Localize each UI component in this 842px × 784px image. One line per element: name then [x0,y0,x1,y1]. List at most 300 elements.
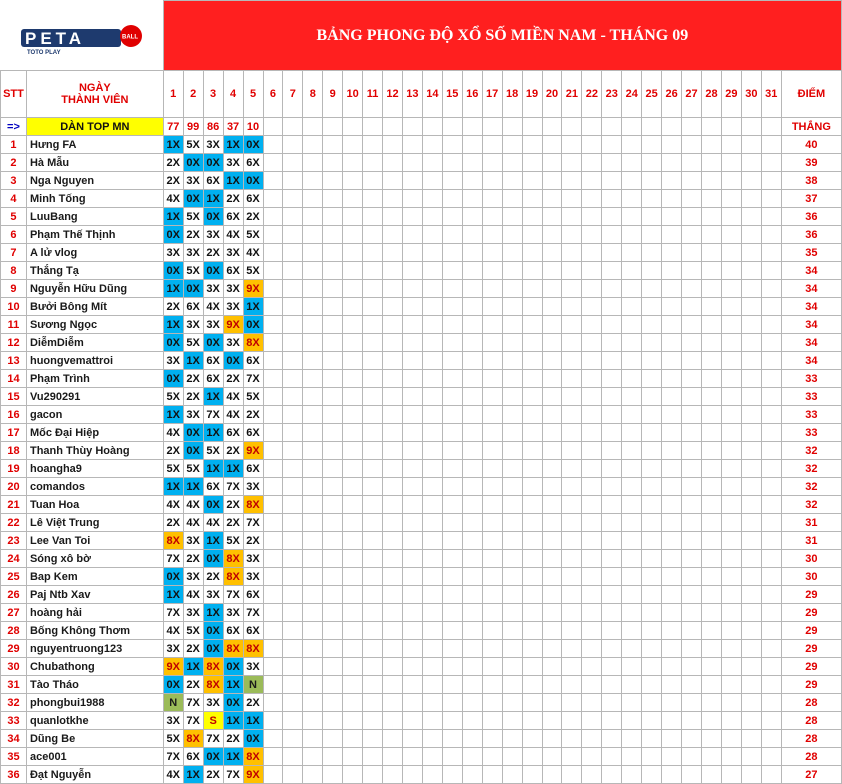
day-cell-1: 0X [163,568,183,586]
header-day-22: 22 [582,71,602,118]
day-cell-18 [502,244,522,262]
day-cell-25 [642,586,662,604]
day-cell-29 [721,748,741,766]
day-cell-22 [582,568,602,586]
day-cell-27 [682,298,702,316]
day-cell-21 [562,568,582,586]
day-cell-25 [642,748,662,766]
row-stt: 23 [1,532,27,550]
day-cell-7 [283,640,303,658]
day-cell-13 [402,136,422,154]
day-cell-10 [343,226,363,244]
day-cell-13 [402,586,422,604]
day-cell-7 [283,694,303,712]
day-cell-17 [482,406,502,424]
day-cell-14 [422,532,442,550]
day-cell-16 [462,496,482,514]
day-cell-7 [283,460,303,478]
day-cell-30 [741,406,761,424]
day-cell-29 [721,226,741,244]
day-cell-14 [422,334,442,352]
day-cell-26 [662,604,682,622]
day-cell-13 [402,406,422,424]
day-cell-12 [383,604,403,622]
day-cell-26 [662,280,682,298]
day-cell-13 [402,550,422,568]
day-cell-27 [682,586,702,604]
day-cell-25 [642,694,662,712]
day-cell-6 [263,424,283,442]
day-cell-22 [582,496,602,514]
day-cell-18 [502,154,522,172]
day-cell-3: 1X [203,190,223,208]
table-row [1,658,842,676]
day-cell-6 [263,244,283,262]
day-cell-25 [642,388,662,406]
day-cell-22 [582,244,602,262]
day-cell-18 [502,280,522,298]
day-cell-10 [343,766,363,784]
day-cell-26 [662,244,682,262]
member-name: hoangha9 [26,460,163,478]
day-cell-2: 2X [183,550,203,568]
day-cell-1: 2X [163,514,183,532]
day-cell-15 [442,604,462,622]
day-cell-27 [682,532,702,550]
day-cell-5: 1X [243,298,263,316]
member-points: 32 [781,478,841,496]
day-cell-17 [482,226,502,244]
day-cell-3: 1X [203,604,223,622]
day-cell-8 [303,226,323,244]
day-cell-25 [642,280,662,298]
day-cell-17 [482,244,502,262]
day-cell-30 [741,136,761,154]
day-cell-22 [582,262,602,280]
day-cell-20 [542,676,562,694]
day-cell-9 [323,730,343,748]
day-cell-30 [741,712,761,730]
day-cell-13 [402,658,422,676]
day-cell-3: 2X [203,766,223,784]
day-cell-22 [582,172,602,190]
day-cell-21 [562,226,582,244]
day-cell-19 [522,208,542,226]
day-cell-30 [741,730,761,748]
day-cell-30 [741,514,761,532]
day-cell-8 [303,388,323,406]
day-cell-12 [383,334,403,352]
day-cell-7 [283,208,303,226]
top-value-14 [422,118,442,136]
day-cell-21 [562,460,582,478]
day-cell-24 [622,460,642,478]
day-cell-9 [323,748,343,766]
row-stt: 2 [1,154,27,172]
day-cell-4: 9X [223,316,243,334]
day-cell-4: 7X [223,766,243,784]
header-day-19: 19 [522,71,542,118]
day-cell-7 [283,262,303,280]
day-cell-26 [662,622,682,640]
day-cell-6 [263,226,283,244]
day-cell-4: 0X [223,694,243,712]
day-cell-31 [761,280,781,298]
top-row [1,118,842,136]
day-cell-4: 3X [223,280,243,298]
day-cell-22 [582,316,602,334]
day-cell-1: 2X [163,154,183,172]
table-row [1,244,842,262]
day-cell-23 [602,568,622,586]
day-cell-28 [702,640,722,658]
day-cell-31 [761,676,781,694]
day-cell-27 [682,478,702,496]
day-cell-7 [283,244,303,262]
day-cell-4: 2X [223,442,243,460]
day-cell-27 [682,370,702,388]
day-cell-25 [642,352,662,370]
day-cell-21 [562,766,582,784]
day-cell-22 [582,640,602,658]
day-cell-22 [582,460,602,478]
day-cell-7 [283,280,303,298]
day-cell-18 [502,262,522,280]
day-cell-3: 3X [203,226,223,244]
day-cell-2: 0X [183,424,203,442]
day-cell-20 [542,190,562,208]
top-value-9 [323,118,343,136]
table-row [1,748,842,766]
day-cell-12 [383,316,403,334]
day-cell-14 [422,298,442,316]
day-cell-6 [263,352,283,370]
day-cell-23 [602,730,622,748]
day-cell-31 [761,496,781,514]
day-cell-19 [522,514,542,532]
day-cell-11 [363,226,383,244]
day-cell-23 [602,208,622,226]
row-stt: 16 [1,406,27,424]
day-cell-8 [303,208,323,226]
top-result: THẮNG [781,118,841,136]
day-cell-6 [263,172,283,190]
day-cell-3: 0X [203,154,223,172]
day-cell-19 [522,154,542,172]
day-cell-9 [323,316,343,334]
day-cell-1: 0X [163,676,183,694]
day-cell-16 [462,370,482,388]
day-cell-1: 0X [163,334,183,352]
member-points: 34 [781,262,841,280]
day-cell-3: S [203,712,223,730]
day-cell-18 [502,532,522,550]
day-cell-20 [542,730,562,748]
day-cell-19 [522,478,542,496]
top-value-19 [522,118,542,136]
day-cell-6 [263,622,283,640]
table-row [1,262,842,280]
day-cell-18 [502,622,522,640]
day-cell-6 [263,586,283,604]
header-ngay: NGÀY [78,82,111,94]
day-cell-3: 6X [203,172,223,190]
day-cell-12 [383,712,403,730]
day-cell-22 [582,550,602,568]
day-cell-30 [741,496,761,514]
day-cell-8 [303,658,323,676]
day-cell-6 [263,370,283,388]
member-points: 34 [781,334,841,352]
day-cell-15 [442,496,462,514]
day-cell-10 [343,640,363,658]
day-cell-28 [702,370,722,388]
day-cell-5: 2X [243,208,263,226]
day-cell-19 [522,766,542,784]
day-cell-20 [542,352,562,370]
day-cell-6 [263,136,283,154]
day-cell-23 [602,766,622,784]
day-cell-31 [761,730,781,748]
day-cell-14 [422,136,442,154]
day-cell-28 [702,226,722,244]
day-cell-14 [422,316,442,334]
day-cell-8 [303,190,323,208]
day-cell-26 [662,676,682,694]
day-cell-12 [383,280,403,298]
day-cell-10 [343,280,363,298]
day-cell-31 [761,694,781,712]
day-cell-14 [422,208,442,226]
member-points: 32 [781,496,841,514]
day-cell-6 [263,532,283,550]
day-cell-5: 6X [243,424,263,442]
day-cell-24 [622,172,642,190]
day-cell-25 [642,406,662,424]
table-row [1,334,842,352]
day-cell-30 [741,388,761,406]
day-cell-17 [482,424,502,442]
day-cell-13 [402,370,422,388]
day-cell-13 [402,478,422,496]
day-cell-5: 7X [243,604,263,622]
day-cell-8 [303,532,323,550]
member-name: Tuan Hoa [26,496,163,514]
day-cell-13 [402,460,422,478]
day-cell-31 [761,478,781,496]
day-cell-28 [702,658,722,676]
table-row [1,280,842,298]
day-cell-11 [363,442,383,460]
day-cell-28 [702,316,722,334]
day-cell-22 [582,622,602,640]
day-cell-4: 6X [223,262,243,280]
day-cell-3: 7X [203,730,223,748]
day-cell-14 [422,694,442,712]
member-points: 30 [781,568,841,586]
day-cell-26 [662,298,682,316]
day-cell-18 [502,496,522,514]
day-cell-26 [662,370,682,388]
day-cell-23 [602,406,622,424]
day-cell-9 [323,244,343,262]
top-value-28 [702,118,722,136]
day-cell-25 [642,316,662,334]
member-points: 33 [781,406,841,424]
day-cell-6 [263,190,283,208]
member-points: 36 [781,226,841,244]
day-cell-21 [562,694,582,712]
table-row [1,676,842,694]
day-cell-23 [602,298,622,316]
day-cell-30 [741,658,761,676]
day-cell-1: 7X [163,550,183,568]
day-cell-12 [383,694,403,712]
day-cell-27 [682,334,702,352]
top-label: DÀN TOP MN [26,118,163,136]
day-cell-2: 1X [183,766,203,784]
day-cell-1: 3X [163,712,183,730]
day-cell-19 [522,244,542,262]
row-stt: 5 [1,208,27,226]
day-cell-12 [383,550,403,568]
day-cell-16 [462,190,482,208]
day-cell-11 [363,748,383,766]
day-cell-24 [622,406,642,424]
day-cell-10 [343,442,363,460]
day-cell-24 [622,604,642,622]
day-cell-25 [642,460,662,478]
day-cell-9 [323,136,343,154]
member-points: 40 [781,136,841,154]
day-cell-5: 2X [243,406,263,424]
day-cell-13 [402,244,422,262]
top-value-17 [482,118,502,136]
member-points: 28 [781,712,841,730]
day-cell-9 [323,658,343,676]
day-cell-10 [343,550,363,568]
day-cell-6 [263,334,283,352]
day-cell-9 [323,622,343,640]
day-cell-19 [522,136,542,154]
day-cell-23 [602,226,622,244]
header-day-28: 28 [702,71,722,118]
day-cell-23 [602,388,622,406]
day-cell-15 [442,694,462,712]
day-cell-24 [622,298,642,316]
day-cell-30 [741,550,761,568]
header-day-24: 24 [622,71,642,118]
day-cell-13 [402,496,422,514]
day-cell-13 [402,622,422,640]
day-cell-10 [343,262,363,280]
day-cell-24 [622,730,642,748]
day-cell-13 [402,424,422,442]
day-cell-9 [323,586,343,604]
day-cell-13 [402,388,422,406]
day-cell-20 [542,208,562,226]
day-cell-17 [482,568,502,586]
day-cell-2: 3X [183,568,203,586]
day-cell-29 [721,262,741,280]
day-cell-5: 3X [243,478,263,496]
day-cell-19 [522,550,542,568]
table-row [1,460,842,478]
day-cell-21 [562,244,582,262]
member-name: Phạm Thế Thịnh [26,226,163,244]
day-cell-28 [702,244,722,262]
day-cell-26 [662,640,682,658]
member-points: 28 [781,730,841,748]
day-cell-26 [662,496,682,514]
day-cell-24 [622,532,642,550]
day-cell-19 [522,442,542,460]
day-cell-29 [721,604,741,622]
member-name: LuuBang [26,208,163,226]
member-name: Mốc Đại Hiệp [26,424,163,442]
day-cell-22 [582,298,602,316]
member-name: Bap Kem [26,568,163,586]
day-cell-30 [741,208,761,226]
day-cell-19 [522,658,542,676]
day-cell-16 [462,568,482,586]
day-cell-27 [682,550,702,568]
day-cell-3: 0X [203,748,223,766]
day-cell-14 [422,406,442,424]
day-cell-30 [741,604,761,622]
day-cell-30 [741,424,761,442]
day-cell-3: 7X [203,406,223,424]
day-cell-24 [622,424,642,442]
day-cell-20 [542,244,562,262]
day-cell-8 [303,712,323,730]
day-cell-15 [442,730,462,748]
day-cell-24 [622,568,642,586]
day-cell-2: 5X [183,622,203,640]
day-cell-3: 8X [203,676,223,694]
day-cell-3: 6X [203,370,223,388]
member-name: hoàng hải [26,604,163,622]
day-cell-1: 3X [163,640,183,658]
day-cell-7 [283,550,303,568]
top-value-6 [263,118,283,136]
day-cell-7 [283,676,303,694]
day-cell-28 [702,694,722,712]
day-cell-5: 9X [243,442,263,460]
day-cell-14 [422,226,442,244]
header-day-21: 21 [562,71,582,118]
day-cell-8 [303,352,323,370]
day-cell-25 [642,334,662,352]
day-cell-7 [283,388,303,406]
member-points: 29 [781,658,841,676]
day-cell-29 [721,244,741,262]
table-row [1,370,842,388]
day-cell-9 [323,442,343,460]
day-cell-12 [383,190,403,208]
day-cell-15 [442,352,462,370]
day-cell-10 [343,244,363,262]
row-stt: 8 [1,262,27,280]
day-cell-4: 8X [223,640,243,658]
day-cell-30 [741,154,761,172]
day-cell-25 [642,550,662,568]
day-cell-26 [662,136,682,154]
day-cell-17 [482,496,502,514]
day-cell-30 [741,370,761,388]
day-cell-12 [383,532,403,550]
day-cell-20 [542,604,562,622]
